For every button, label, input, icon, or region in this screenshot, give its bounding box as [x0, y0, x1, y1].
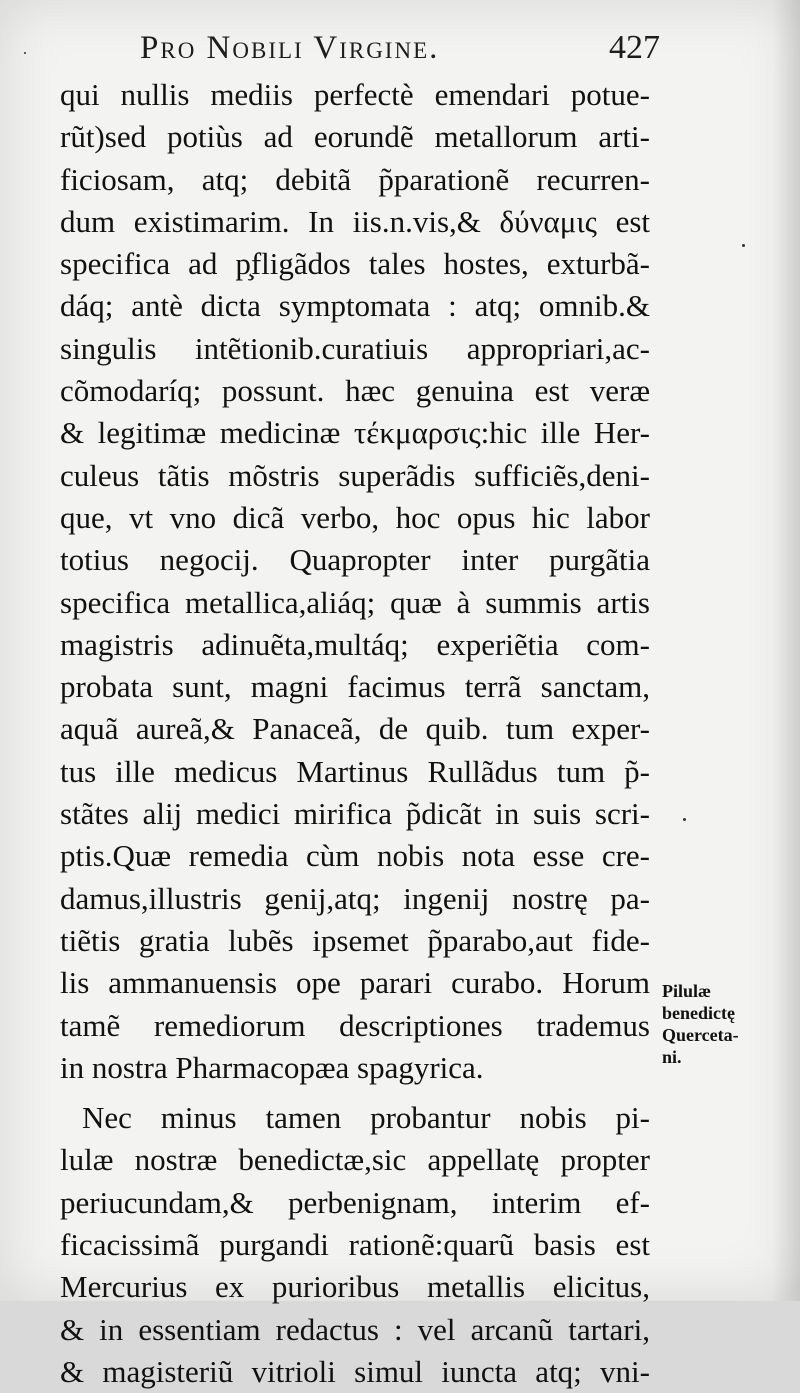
marginal-note-line: Pilulæ [662, 981, 712, 1001]
text-line: lis ammanuensis ope parari curabo. Horum [60, 965, 650, 1001]
text-line: dáq; antè dicta symptomata : atq; omnib.& [60, 288, 650, 324]
text-line: totius negocij. Quapropter inter purgãtia [60, 542, 650, 578]
text-line: cõmodaríq; possunt. hæc genuina est veræ [60, 373, 650, 409]
text-line: in nostra Pharmacopæa spagyrica. [60, 1049, 484, 1085]
running-head: Pro Nobili Virgine. [140, 30, 440, 66]
ink-speck [24, 52, 26, 54]
text-line: ptis.Quæ remedia cùm nobis nota esse cre- [60, 838, 650, 874]
text-line: rũt)sed potiùs ad eorundẽ metallorum arti- [60, 119, 650, 155]
marginal-note-line: benedictę [662, 1003, 735, 1023]
marginal-note-line: Querceta- [662, 1025, 739, 1045]
text-line: lulæ nostræ benedictæ,sic appellatę propter [60, 1142, 650, 1178]
text-line: dum existimarim. In iis.n.vis,& δύναμις est [60, 203, 650, 239]
text-line: specifica ad p̧fligãdos tales hostes, exturbã- [60, 246, 650, 282]
text-line: & legitimæ medicinæ τέκμαρσις:hic ille Her- [60, 415, 650, 451]
marginal-note-line: ni. [662, 1047, 682, 1067]
marginal-note [662, 980, 772, 1068]
text-line: damus,illustris genij,atq; ingenij nostrę pa- [60, 880, 650, 916]
text-line: que, vt vno dicã verbo, hoc opus hic labor [60, 499, 650, 535]
main-text-block [60, 74, 650, 1393]
ink-speck [683, 818, 686, 821]
text-line: magistris adinuẽta,multáq; experiẽtia com- [60, 626, 650, 662]
text-line: specifica metallica,aliáq; quæ à summis artis [60, 584, 650, 620]
text-line: tiẽtis gratia lubẽs ipsemet p̃parabo,aut fide- [60, 922, 650, 958]
page-header [140, 28, 660, 68]
text-line: culeus tãtis mõstris superãdis sufficiẽs,deni- [60, 457, 650, 493]
text-line: Mercurius ex purioribus metallis elicitus, [60, 1269, 650, 1305]
text-line: stãtes alij medici mirifica p̃dicãt in suis scri- [60, 796, 650, 832]
text-line: ficiosam, atq; debitã p̃parationẽ recurren- [60, 161, 650, 197]
text-line: & in essentiam redactus : vel arcanũ tartari, [60, 1311, 650, 1347]
text-line: singulis intẽtionib.curatiuis appropriari,ac- [60, 330, 650, 366]
text-line: & magisteriũ vitrioli simul iuncta atq; vni- [60, 1353, 650, 1389]
text-line: Nec minus tamen probantur nobis pi- [82, 1100, 650, 1136]
text-line: aquã aureã,& Panaceã, de quib. tum exper- [60, 711, 650, 747]
ink-speck [742, 244, 745, 247]
text-line: periucundam,& perbenignam, interim ef- [60, 1184, 650, 1220]
text-line: ficacissimã purgandi rationẽ:quarũ basis est [60, 1227, 650, 1263]
text-line: tus ille medicus Martinus Rullãdus tum p̃- [60, 753, 650, 789]
text-line: tamẽ remediorum descriptiones trademus [60, 1007, 650, 1043]
text-line: qui nullis mediis perfectè emendari potue- [60, 77, 650, 112]
text-line: probata sunt, magni facimus terrã sanctam, [60, 669, 650, 705]
paragraph-gap [60, 1089, 650, 1097]
page-number: 427 [609, 29, 660, 66]
page-edge-shadow [772, 0, 800, 1301]
